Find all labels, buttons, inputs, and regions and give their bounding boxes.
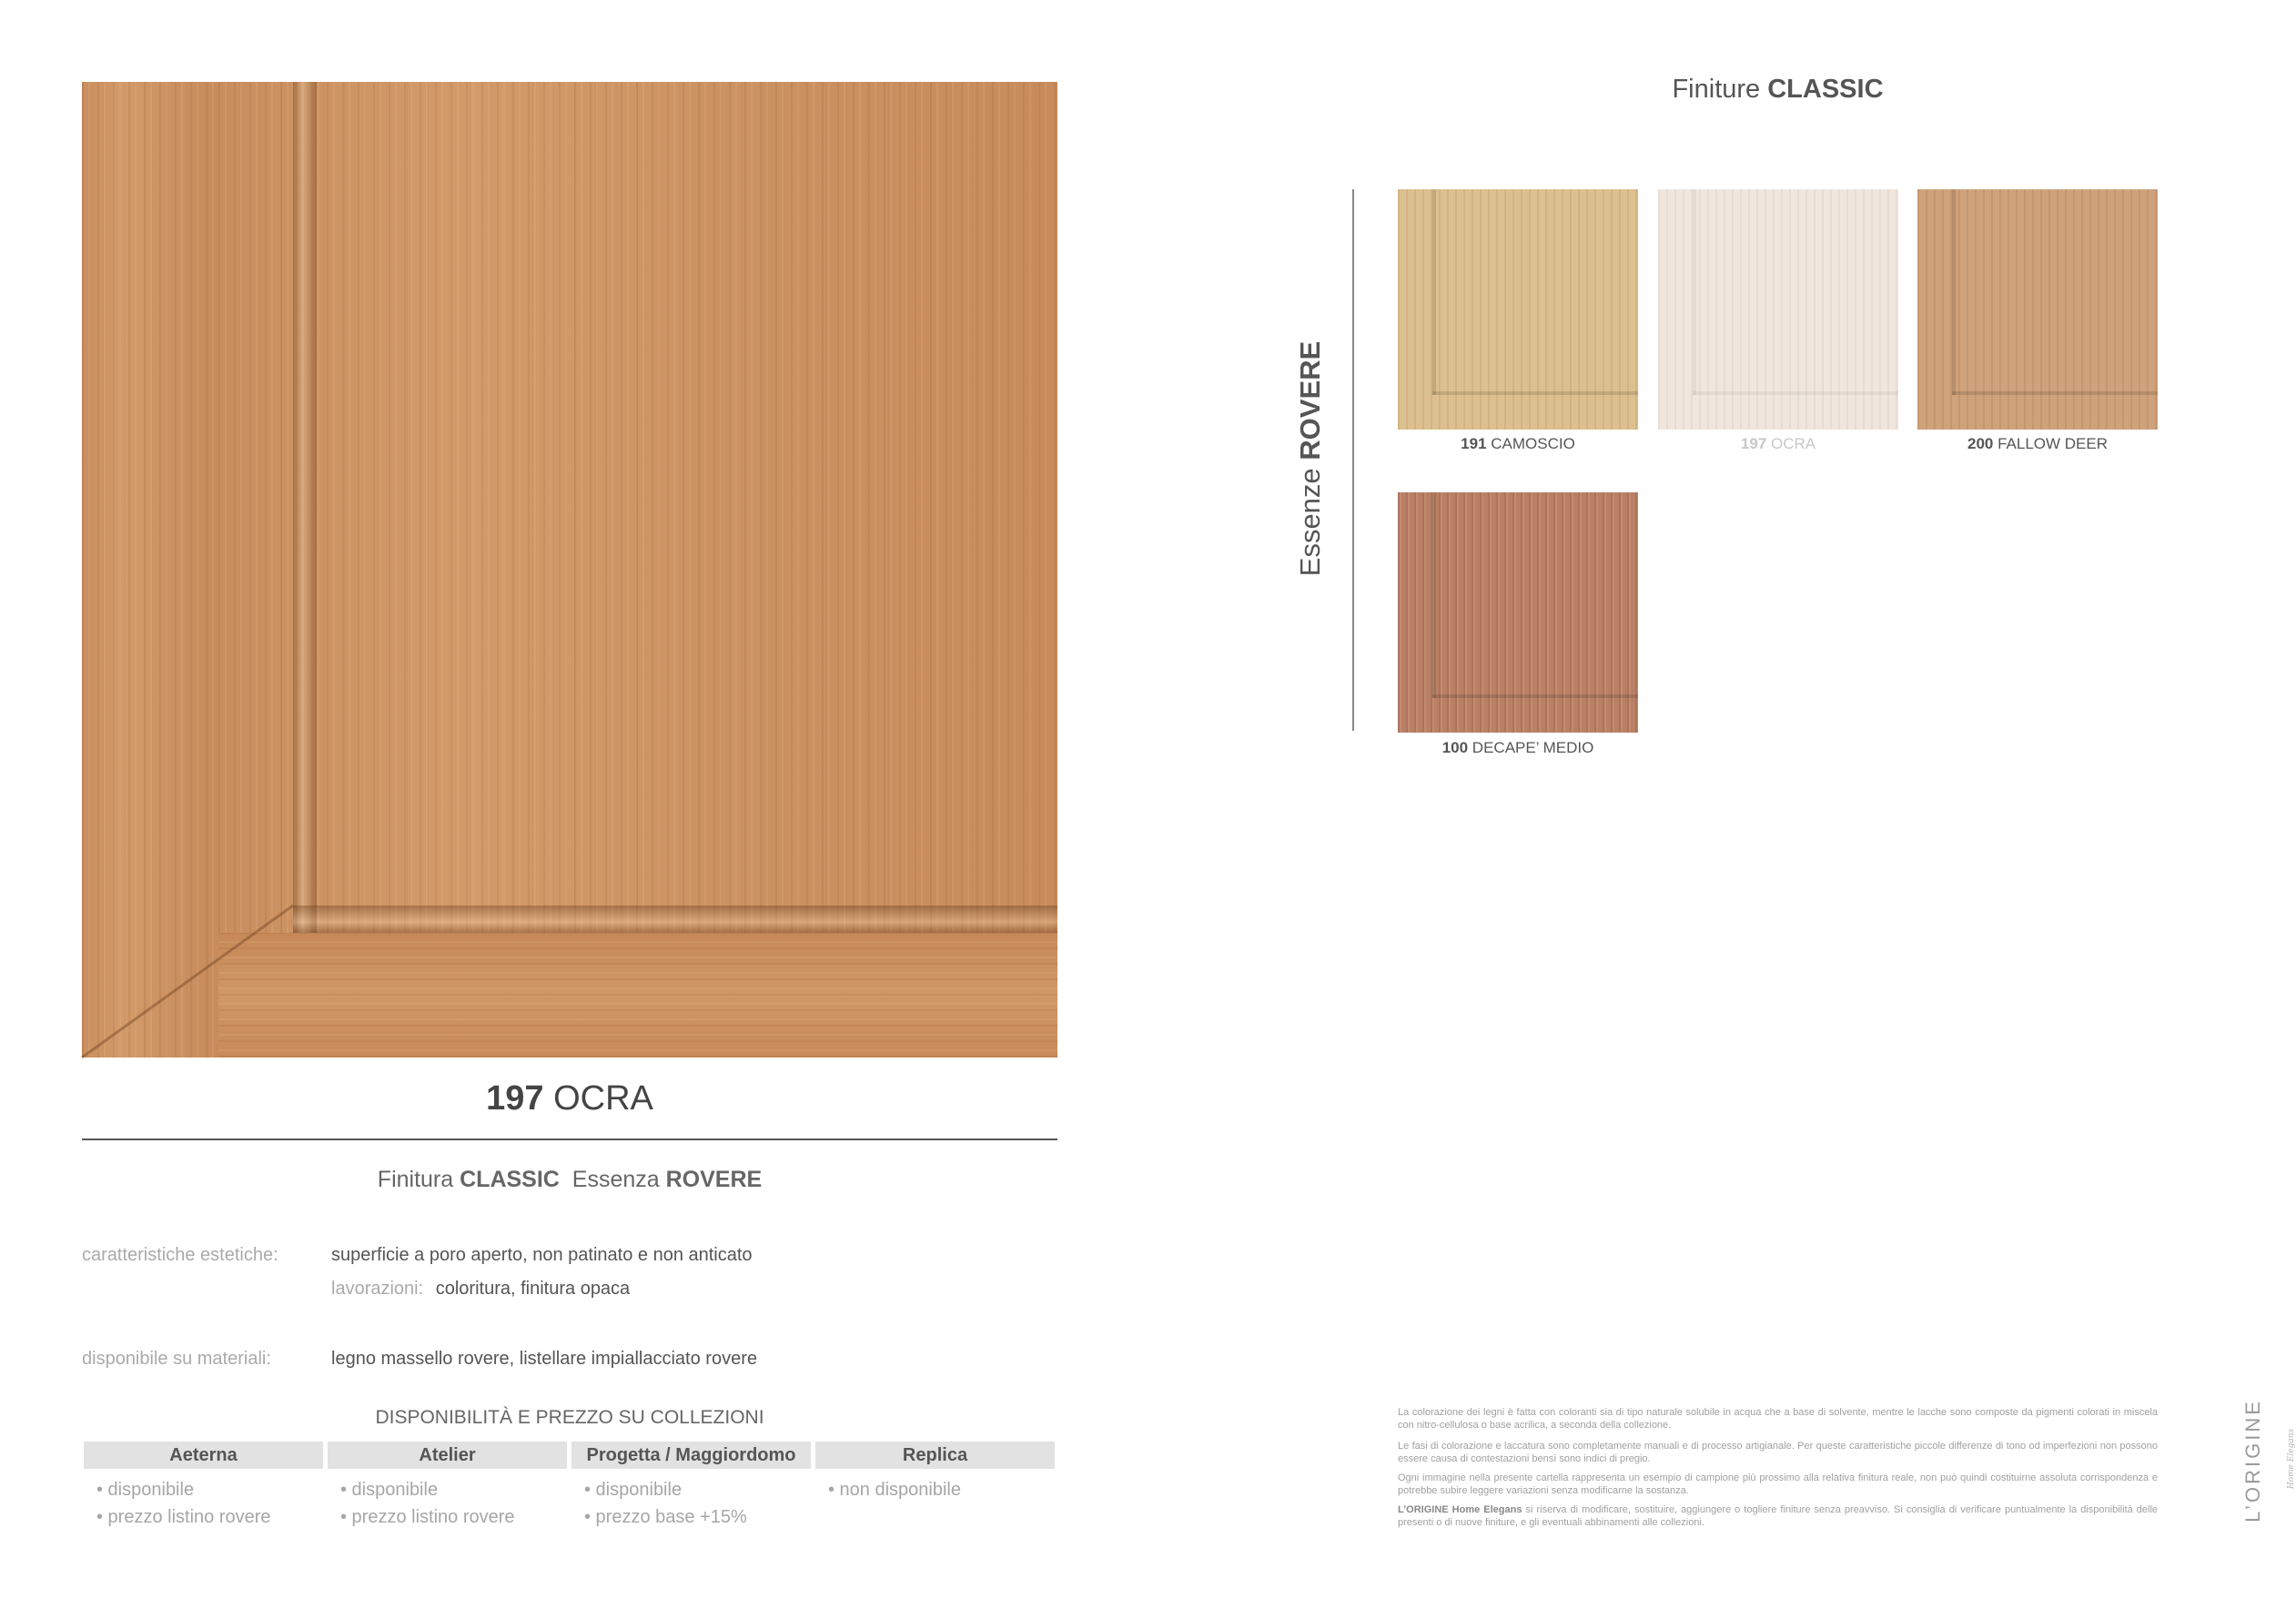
essenza-label: Essenza xyxy=(571,1167,660,1192)
title-divider xyxy=(82,1138,1057,1140)
replica-availability: • non disponibile xyxy=(828,1480,961,1500)
sample-code: 197 xyxy=(486,1079,544,1118)
progetta-price: • prezzo base +15% xyxy=(584,1507,747,1527)
finish-label-200 xyxy=(1917,435,2158,453)
finitura-label: Finitura xyxy=(377,1167,454,1192)
atelier-availability: • disponibile xyxy=(340,1480,439,1500)
finish-label-100 xyxy=(1398,739,1638,757)
note-craft: Le fasi di colorazione e laccatura sono completamente manuali e di processo artigianale. Per queste caratteristiche piccole differenze di tono od imperfezioni non possono essere causa di contestazioni bensì sono indici di pregio. xyxy=(1398,1441,2158,1464)
finish-name-100: DECAPE’ MEDIO xyxy=(1472,739,1594,756)
side-divider xyxy=(1352,189,1354,731)
finishes-title-bold: CLASSIC xyxy=(1767,75,1884,104)
lavorazioni-value: coloritura, finitura opaca xyxy=(435,1279,631,1299)
finish-label-197 xyxy=(1658,435,1898,453)
finish-name-200: FALLOW DEER xyxy=(1998,435,2109,452)
finishes-title-prefix: Finiture xyxy=(1672,75,1761,104)
finish-name-197: OCRA xyxy=(1770,435,1816,452)
finish-swatch-200[interactable] xyxy=(1917,189,2158,430)
finish-code-191: 191 xyxy=(1461,435,1487,452)
finishes-title xyxy=(1398,75,2158,105)
finish-swatch-191[interactable] xyxy=(1398,189,1638,430)
note-coloring: La colorazione dei legni è fatta con coloranti sia di tipo naturale solubile in acqua che a base di solvente, mentre le lacche sono composte da pigmenti colorati in miscela con nitro-cellulosa o base acrilica, a seconda della collezione. xyxy=(1398,1407,2158,1431)
finish-code-100: 100 xyxy=(1441,739,1469,756)
collection-header-atelier: Atelier xyxy=(328,1442,567,1469)
materiali-value: legno massello rovere, listellare impiallacciato rovere xyxy=(331,1349,757,1369)
finish-sample-image xyxy=(82,82,1057,1057)
collection-header-progetta: Progetta / Maggiordomo xyxy=(571,1442,811,1469)
note-brand xyxy=(1398,1503,2158,1529)
note-brand-name: L’ORIGINE Home Elegans xyxy=(1398,1504,1522,1515)
brand-signature: Home Elegans xyxy=(2287,1428,2296,1490)
finish-label-191 xyxy=(1398,435,1638,453)
lavorazioni-row xyxy=(331,1279,630,1300)
note-brand-text: si riserva di modificare, sostituire, aggiungere o togliere finiture senza preavviso. Si consiglia di verificare puntualmente la disponibilità delle presenti o di nuove finiture, e gli eventuali abbinamenti alle collezioni. xyxy=(1398,1504,2159,1528)
side-label-prefix: Essenze xyxy=(1294,468,1326,577)
aeterna-price: • prezzo listino rovere xyxy=(96,1507,271,1527)
materiali-label: disponibile su materiali: xyxy=(82,1349,271,1369)
availability-title: DISPONIBILITÀ E PREZZO SU COLLEZIONI xyxy=(375,1407,764,1428)
atelier-price: • prezzo listino rovere xyxy=(340,1507,515,1527)
finish-swatch-197[interactable] xyxy=(1658,189,1898,430)
finish-name-191: CAMOSCIO xyxy=(1491,435,1575,452)
collection-header-aeterna: Aeterna xyxy=(84,1442,323,1469)
finitura-value: CLASSIC xyxy=(460,1167,560,1192)
lavorazioni-label: lavorazioni: xyxy=(331,1279,424,1299)
finish-code-200: 200 xyxy=(1967,435,1994,452)
aeterna-availability: • disponibile xyxy=(96,1480,195,1500)
estetiche-label: caratteristiche estetiche: xyxy=(82,1245,278,1265)
estetiche-value: superficie a poro aperto, non patinato e non anticato xyxy=(331,1245,753,1265)
essenza-value: ROVERE xyxy=(665,1167,763,1192)
sample-subtitle xyxy=(82,1167,1057,1193)
sample-title xyxy=(82,1079,1057,1118)
collection-header-replica: Replica xyxy=(815,1442,1055,1469)
side-label xyxy=(1294,322,1327,595)
note-images: Ogni immagine nella presente cartella rappresenta un esempio di campione più prossimo alla relativa finitura reale, non può quindi costituirne assoluta corrispondenza e potrebbe subire leggere variazioni senza modificarne la sostanza. xyxy=(1398,1472,2158,1496)
progetta-availability: • disponibile xyxy=(584,1480,683,1500)
side-label-bold: ROVERE xyxy=(1294,340,1326,460)
finish-code-197: 197 xyxy=(1740,435,1767,452)
finish-swatch-100[interactable] xyxy=(1398,492,1638,733)
brand-name: L’ORIGINE xyxy=(2241,1399,2264,1523)
sample-name: OCRA xyxy=(553,1079,653,1118)
